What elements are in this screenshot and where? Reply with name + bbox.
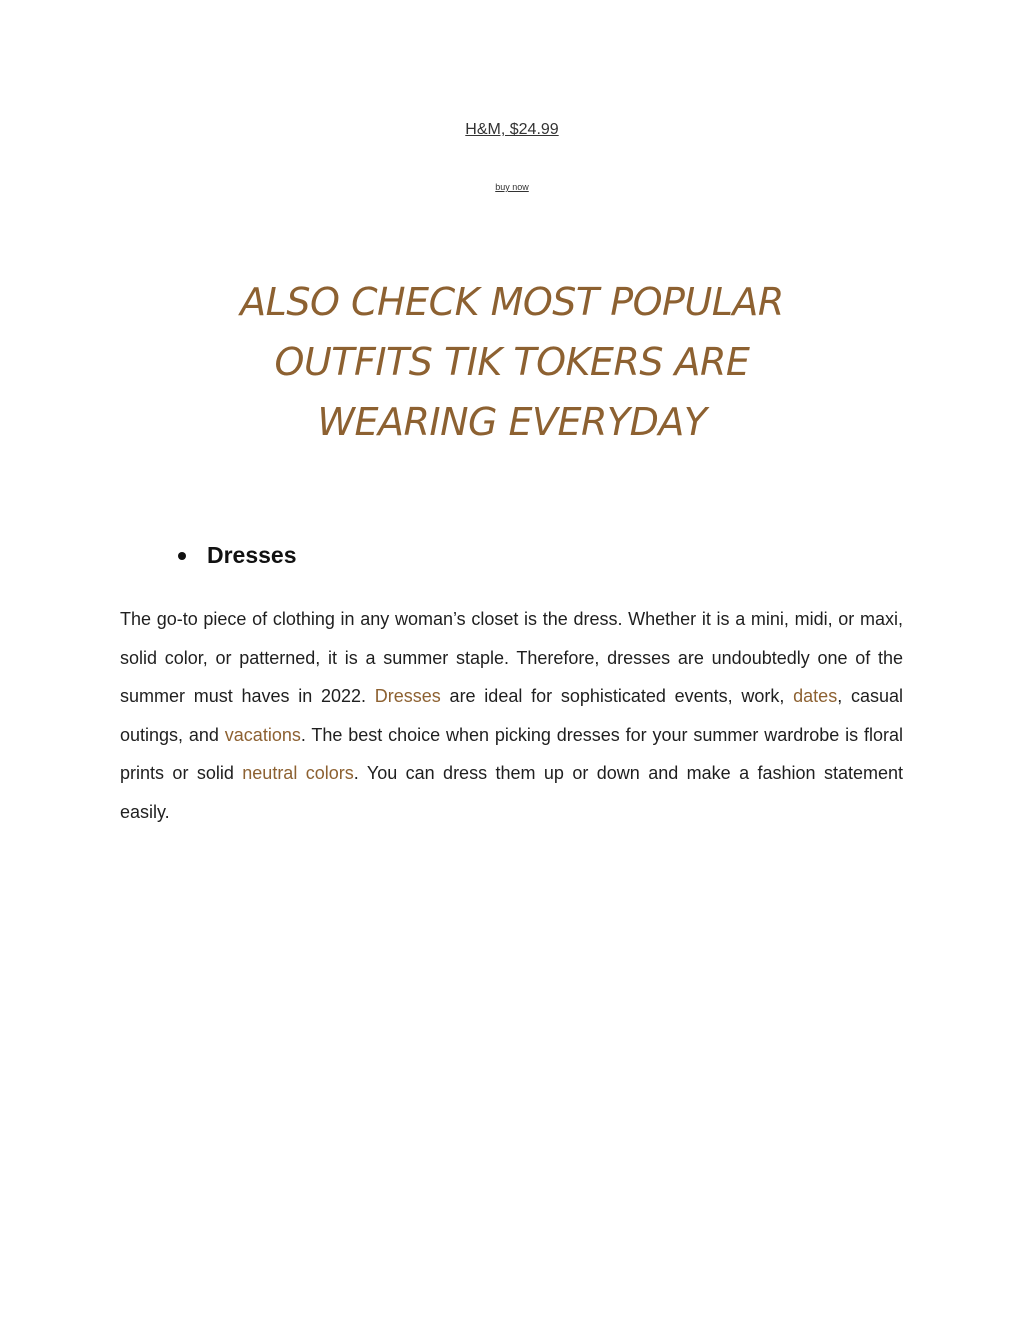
dresses-paragraph xyxy=(120,600,903,831)
heading-line-1: ALSO CHECK MOST POPULAR xyxy=(240,280,784,324)
paragraph-text-5: . You can dress them up or down and make a fashion statement easily. xyxy=(120,763,903,822)
section-heading xyxy=(212,272,812,452)
bullet-icon xyxy=(178,552,186,560)
paragraph-text-4: . The best choice when picking dresses for your summer wardrobe is floral prints or solid xyxy=(120,724,904,783)
buy-now-link[interactable]: buy now xyxy=(495,182,529,192)
paragraph-text-3: , casual outings, and xyxy=(120,686,903,745)
dresses-link[interactable]: Dresses xyxy=(374,686,441,706)
category-list xyxy=(172,538,297,572)
list-item-dresses xyxy=(172,538,297,572)
product-price-link[interactable]: H&M, $24.99 xyxy=(465,121,559,138)
neutral-colors-link[interactable]: neutral colors xyxy=(242,763,354,783)
paragraph-text-2: are ideal for sophisticated events, work, xyxy=(440,686,794,706)
dates-link[interactable]: dates xyxy=(793,686,838,706)
paragraph-text-1: The go-to piece of clothing in any woman’s closet is the dress. Whether it is a mini, midi, or maxi, solid color, or patterned, it is a summer staple. Therefore, dresses are undoubtedly one of the summer must haves in 2022. xyxy=(120,609,903,706)
heading-line-2: OUTFITS TIK TOKERS ARE xyxy=(274,340,750,384)
heading-line-3: WEARING EVERYDAY xyxy=(317,400,707,444)
list-item-label: Dresses xyxy=(207,542,297,568)
vacations-link[interactable]: vacations xyxy=(224,724,301,745)
